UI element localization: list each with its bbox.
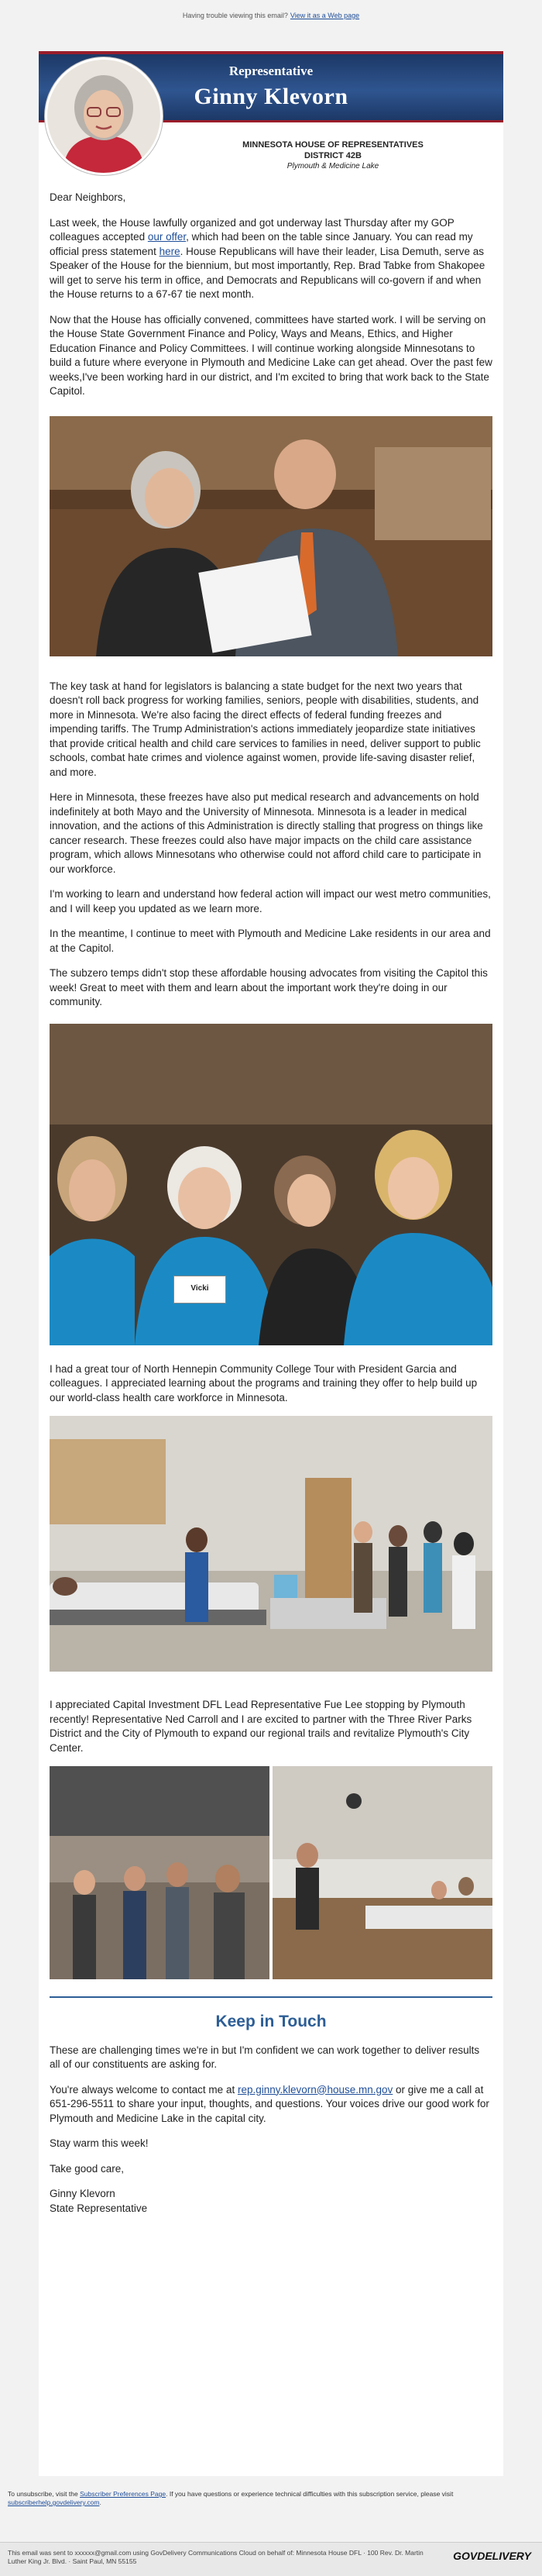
district-area: Plymouth & Medicine Lake: [286, 162, 379, 170]
web-view-bar: [0, 0, 542, 31]
stay-warm: Stay warm this week!: [50, 2137, 149, 2149]
house-name: MINNESOTA HOUSE OF REPRESENTATIVES: [242, 140, 424, 150]
paragraph-federal-action: I'm working to learn and understand how federal action will impact our west metro communities, and I will keep you updated as we learn more.: [50, 888, 491, 914]
paragraph-house-organized: Last week, the House lawfully organized and got underway last Thursday after my GOP colleagues accepted our offer, which had been on the table since January. You can read my official press statement here. House Republicans will have their leader, Lisa Demuth, serve as Speaker of the House for the biennium, but most importantly, Rep. Brad Tabke from Shakopee will get to serve his term in office, and Democrats and Republicans will co-govern if and when the House returns to a 67-67 tie next month.: [50, 216, 485, 300]
closing: Take good care,: [50, 2162, 125, 2175]
fue-lee-photo-left: [50, 1766, 269, 1979]
web-view-link[interactable]: View it as a Web page: [290, 12, 360, 19]
paragraph-housing-advocates: The subzero temps didn't stop these affordable housing advocates from visiting the Capitol this week! Great to meet with them and learn about the important work they're doing in our community.: [50, 967, 488, 1007]
district-info: [163, 139, 503, 172]
paragraph-fue-lee: I appreciated Capital Investment DFL Lead Representative Fue Lee stopping by Plymouth recently! Representative Ned Carroll and I are excited to partner with the Three River Parks District and the City of Plymouth to expand our regional trails and revitalize Plymouth's City Center.: [50, 1699, 472, 1754]
avatar: [45, 57, 163, 175]
subscriber-help-link[interactable]: subscriberhelp.govdelivery.com: [8, 2499, 100, 2506]
college-tour-photo: [50, 1416, 492, 1672]
trouble-text: Having trouble viewing this email?: [182, 12, 288, 19]
housing-advocates-photo: [50, 1024, 492, 1345]
keep-in-touch-heading: Keep in Touch: [215, 2013, 327, 2030]
portrait-image: [47, 60, 160, 173]
signature-name: Ginny Klevorn: [50, 2188, 115, 2199]
unsubscribe-footer: To unsubscribe, visit the Subscriber Preferences Page. If you have questions or experience technical difficulties with this subscription service, please visit subscriberhelp.govdelivery.com.: [8, 2490, 454, 2506]
representative-label: Representative: [228, 64, 314, 78]
govdelivery-footer: [0, 2542, 542, 2576]
paragraph-medical-research: Here in Minnesota, these freezes have also put medical research and advancements on hold indefinitely at both Mayo and the University of Minnesota. Minnesota is a leader in medical innovation, and the actions of this Administration is directly stalling that progress on things like cancer research. These freezes could also have major impacts on the child care assistance program, which allows Minnesotans who otherwise could not afford child care to participate in our workforce.: [50, 791, 483, 875]
capitol-photo: [50, 416, 492, 656]
sent-to-text: This email was sent to xxxxxx@gmail.com using GovDelivery Communications Cloud on behalf of: Minnesota House DFL · 100 Rev. Dr. Martin Luther King Jr. Blvd. · Saint Paul, MN 55155: [8, 2549, 424, 2565]
paragraph-college-tour: I had a great tour of North Hennepin Community College Tour with President Garcia and colleagues. I appreciated learning about the programs and training they offer to help build up our world-class health care workforce in Minnesota.: [50, 1362, 478, 1403]
representative-name: Ginny Klevorn: [194, 84, 348, 109]
email-link[interactable]: rep.ginny.klevorn@house.mn.gov: [237, 2083, 393, 2096]
paragraph-contact: You're always welcome to contact me at rep.ginny.klevorn@house.mn.gov or give me a call at 651-296-5511 to share your input, thoughts, and questions. Your voices drive our good work for Plymouth and Medicine Lake in the capital city.: [50, 2083, 489, 2124]
paragraph-challenging-times: These are challenging times we're in but I'm confident we can work together to deliver results all of our constituents are asking for.: [50, 2044, 480, 2070]
divider: [50, 1996, 492, 1998]
govdelivery-logo[interactable]: GOVDELIVERY: [453, 2550, 531, 2562]
paragraph-meeting-residents: In the meantime, I continue to meet with Plymouth and Medicine Lake residents in our area and at the Capitol.: [50, 928, 491, 954]
paragraph-budget: The key task at hand for legislators is balancing a state budget for the next two years that doesn't roll back progress for working families, seniors, people with disabilities, students, and more in Minnesota. We're also facing the direct effects of federal funding freezes and impending tariffs. The Trump Administration's actions immediately jeopardize state initiatives that provide critical health and child care services to families in need, deliver support to public schools, combat hate crimes and violence against women, provide life-saving disaster relief, and more.: [50, 680, 481, 778]
name-badge: Vicki: [173, 1276, 226, 1303]
subscriber-preferences-link[interactable]: Subscriber Preferences Page: [80, 2490, 166, 2498]
our-offer-link[interactable]: our offer: [147, 231, 187, 243]
fue-lee-photos: [50, 1766, 492, 1979]
press-statement-link[interactable]: here: [159, 245, 180, 257]
greeting: Dear Neighbors,: [50, 191, 126, 203]
district-number: DISTRICT 42B: [304, 151, 362, 160]
fue-lee-photo-right: [273, 1766, 492, 1979]
letter-body: [50, 191, 492, 2216]
signature-title: State Representative: [50, 2202, 148, 2214]
paragraph-committees: Now that the House has officially convened, committees have started work. I will be serving on the House State Government Finance and Policy, Ways and Means, Ethics, and Higher Education Finance and Policy Committees. I will continue working alongside Minnesotans to build a future where everyone in Plymouth and Medicine Lake can get ahead. Over the past few weeks,I've been working hard in our district, and I'm excited to bring that work back to the State Capitol.: [50, 313, 492, 397]
housing-advocates-image: [50, 1024, 492, 1345]
newsletter-card: [39, 51, 503, 2476]
